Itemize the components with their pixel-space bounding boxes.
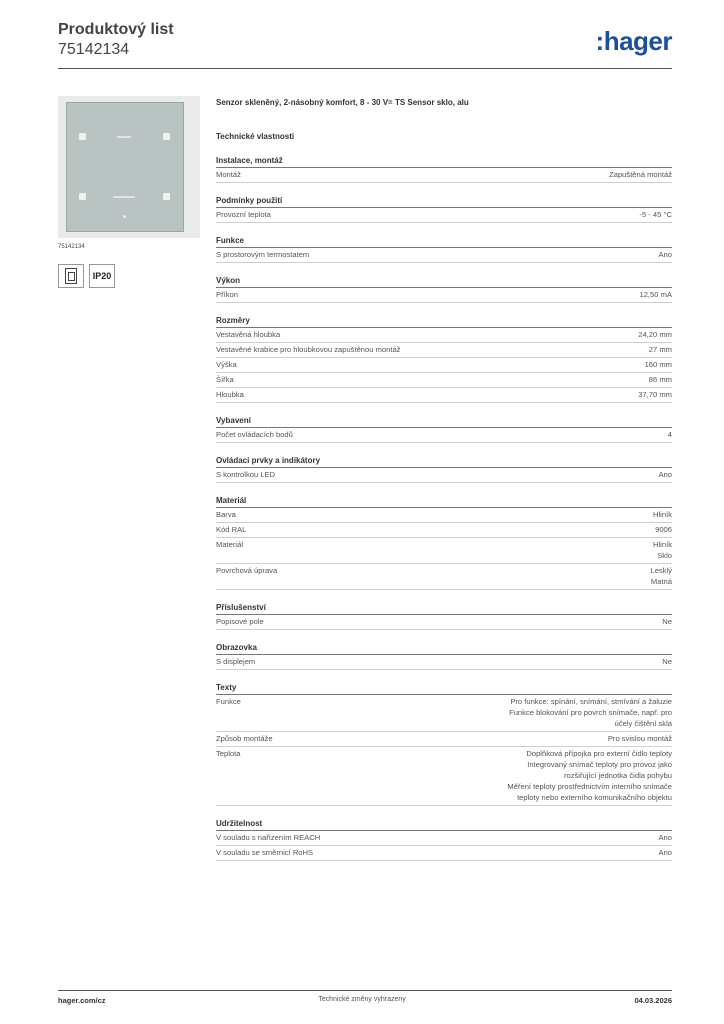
- spec-label: V souladu se směrnicí RoHS: [216, 848, 314, 857]
- spec-value: [608, 733, 672, 744]
- spec-value-line: 12,50 mA: [639, 290, 672, 299]
- spec-value: [649, 344, 672, 355]
- spec-section: [216, 195, 672, 223]
- spec-value: [639, 209, 672, 220]
- spec-value: [507, 748, 672, 803]
- spec-value-line: -5 - 45 °C: [639, 210, 672, 219]
- spec-label: Příkon: [216, 290, 238, 299]
- spec-value-line: Doplňková přípojka pro externí čidlo teploty: [526, 749, 672, 758]
- spec-value: [639, 289, 672, 300]
- spec-row: [216, 358, 672, 373]
- spec-row: [216, 695, 672, 732]
- hager-logo: :hager: [595, 26, 672, 56]
- spec-label: Šířka: [216, 375, 234, 384]
- spec-section: [216, 818, 672, 861]
- spec-label: Materiál: [216, 540, 244, 549]
- spec-row: [216, 428, 672, 443]
- spec-label: Montáž: [216, 170, 241, 179]
- image-caption: 75142134: [58, 244, 85, 250]
- spec-value: [509, 696, 672, 729]
- section-title: Podmínky použití: [216, 195, 672, 208]
- product-image: [58, 96, 200, 238]
- footer-divider: [58, 990, 672, 991]
- section-title: Udržitelnost: [216, 818, 672, 831]
- section-title: Obrazovka: [216, 642, 672, 655]
- spec-label: V souladu s nařízením REACH: [216, 833, 321, 842]
- section-title: Rozměry: [216, 315, 672, 328]
- spec-value-line: 9006: [655, 525, 672, 534]
- section-title: Materiál: [216, 495, 672, 508]
- spec-label: S displejem: [216, 657, 256, 666]
- spec-row: [216, 564, 672, 590]
- spec-row: [216, 168, 672, 183]
- spec-row: [216, 288, 672, 303]
- spec-label: Hloubka: [216, 390, 244, 399]
- spec-value-line: teploty nebo externího komunikačního objektu: [517, 793, 672, 802]
- spec-value: [653, 509, 672, 520]
- sensor-panel-picture: [66, 102, 184, 232]
- spec-value: [609, 169, 672, 180]
- spec-value-line: Ano: [658, 250, 672, 259]
- spec-value-line: 4: [667, 430, 672, 439]
- spec-section: [216, 415, 672, 443]
- mounting-badge: [58, 264, 84, 288]
- product-description: Senzor skleněný, 2-násobný komfort, 8 - 30 V= TS Sensor sklo, alu: [216, 98, 469, 107]
- spec-value: [649, 374, 672, 385]
- spec-section: [216, 682, 672, 806]
- spec-value-line: Ano: [658, 833, 672, 842]
- spec-value-line: 24,20 mm: [638, 330, 672, 339]
- spec-row: [216, 508, 672, 523]
- spec-sections: [216, 155, 672, 861]
- header-divider: [58, 68, 672, 69]
- spec-section: [216, 495, 672, 590]
- spec-row: [216, 328, 672, 343]
- spec-value-line: účely čištění skla: [614, 719, 672, 728]
- spec-section: [216, 235, 672, 263]
- spec-label: S prostorovým termostatem: [216, 250, 310, 259]
- document-header: [58, 20, 174, 60]
- property-badges: [58, 264, 115, 288]
- spec-label: Vestavěná hloubka: [216, 330, 281, 339]
- spec-section: [216, 642, 672, 670]
- spec-value-line: Matná: [650, 577, 672, 586]
- spec-row: [216, 343, 672, 358]
- spec-value-line: Integrovaný snímač teploty pro provoz jako: [527, 760, 672, 769]
- spec-row: [216, 373, 672, 388]
- specification-content: [216, 97, 672, 861]
- spec-value: [655, 524, 672, 535]
- spec-row: [216, 747, 672, 806]
- spec-row: [216, 831, 672, 846]
- spec-value-line: Ne: [662, 617, 672, 626]
- spec-value: [658, 249, 672, 260]
- spec-value-line: 86 mm: [648, 375, 672, 384]
- technical-properties-title: Technické vlastnosti: [216, 132, 295, 141]
- spec-value: [658, 832, 672, 843]
- section-title: Funkce: [216, 235, 672, 248]
- spec-value: [662, 656, 672, 667]
- spec-value-line: 27 mm: [648, 345, 672, 354]
- footer-note: Technické změny vyhrazeny: [318, 996, 406, 1003]
- section-title: Příslušenství: [216, 602, 672, 615]
- spec-label: S kontrolkou LED: [216, 470, 276, 479]
- spec-value-line: 37,70 mm: [638, 390, 672, 399]
- spec-row: [216, 523, 672, 538]
- spec-value: [658, 847, 672, 858]
- spec-row: [216, 388, 672, 403]
- spec-value: [638, 389, 672, 400]
- spec-section: [216, 455, 672, 483]
- section-title: Instalace, montáž: [216, 155, 672, 168]
- spec-row: [216, 615, 672, 630]
- spec-value-line: Ne: [662, 657, 672, 666]
- spec-row: [216, 208, 672, 223]
- spec-value: [658, 469, 672, 480]
- section-title: Ovládací prvky a indikátory: [216, 455, 672, 468]
- spec-label: Teplota: [216, 749, 241, 758]
- spec-label: Způsob montáže: [216, 734, 273, 743]
- flush-mount-icon: [65, 268, 77, 284]
- spec-value-line: 160 mm: [644, 360, 672, 369]
- footer-date: 04.03.2026: [634, 996, 672, 1005]
- spec-value-line: Zapuštěná montáž: [609, 170, 672, 179]
- spec-label: Funkce: [216, 697, 241, 706]
- spec-row: [216, 846, 672, 861]
- section-title: Texty: [216, 682, 672, 695]
- spec-value-line: rozšiřující jednotka čidla pohybu: [563, 771, 672, 780]
- spec-label: Povrchová úprava: [216, 566, 278, 575]
- spec-label: Provozní teplota: [216, 210, 271, 219]
- spec-value: [662, 616, 672, 627]
- spec-row: [216, 248, 672, 263]
- spec-section: [216, 155, 672, 183]
- spec-value-line: Ano: [658, 848, 672, 857]
- spec-value: [668, 429, 672, 440]
- section-title: Výkon: [216, 275, 672, 288]
- spec-value: [645, 359, 672, 370]
- spec-value-line: Pro svislou montáž: [607, 734, 672, 743]
- spec-value: [650, 565, 672, 587]
- spec-value: [638, 329, 672, 340]
- spec-label: Výška: [216, 360, 237, 369]
- spec-value-line: Pro funkce: spínání, snímání, stmívání a žaluzie: [510, 697, 672, 706]
- spec-section: [216, 315, 672, 403]
- spec-label: Počet ovládacích bodů: [216, 430, 293, 439]
- spec-value-line: Hliník: [653, 510, 672, 519]
- ip-rating-badge: IP20: [89, 264, 115, 288]
- spec-label: Barva: [216, 510, 236, 519]
- spec-value-line: Měření teploty prostřednictvím interního snímače: [507, 782, 672, 791]
- footer-website: hager.com/cz: [58, 996, 106, 1005]
- spec-section: [216, 602, 672, 630]
- spec-value-line: Funkce blokování pro povrch snímače, např. pro: [509, 708, 672, 717]
- spec-label: Kód RAL: [216, 525, 247, 534]
- spec-row: [216, 468, 672, 483]
- spec-value-line: Hliník: [653, 540, 672, 549]
- document-number: 75142134: [58, 41, 130, 58]
- spec-value-line: Ano: [658, 470, 672, 479]
- spec-row: [216, 732, 672, 747]
- spec-row: [216, 538, 672, 564]
- spec-value-line: Sklo: [657, 551, 672, 560]
- spec-label: Popisové pole: [216, 617, 264, 626]
- spec-section: [216, 275, 672, 303]
- document-title: Produktový list: [58, 21, 174, 38]
- spec-row: [216, 655, 672, 670]
- spec-label: Vestavěné krabice pro hloubkovou zapuštěnou montáž: [216, 345, 401, 354]
- logo-text: hager: [603, 26, 672, 56]
- spec-value-line: Lesklý: [650, 566, 672, 575]
- section-title: Vybavení: [216, 415, 672, 428]
- spec-value: [653, 539, 672, 561]
